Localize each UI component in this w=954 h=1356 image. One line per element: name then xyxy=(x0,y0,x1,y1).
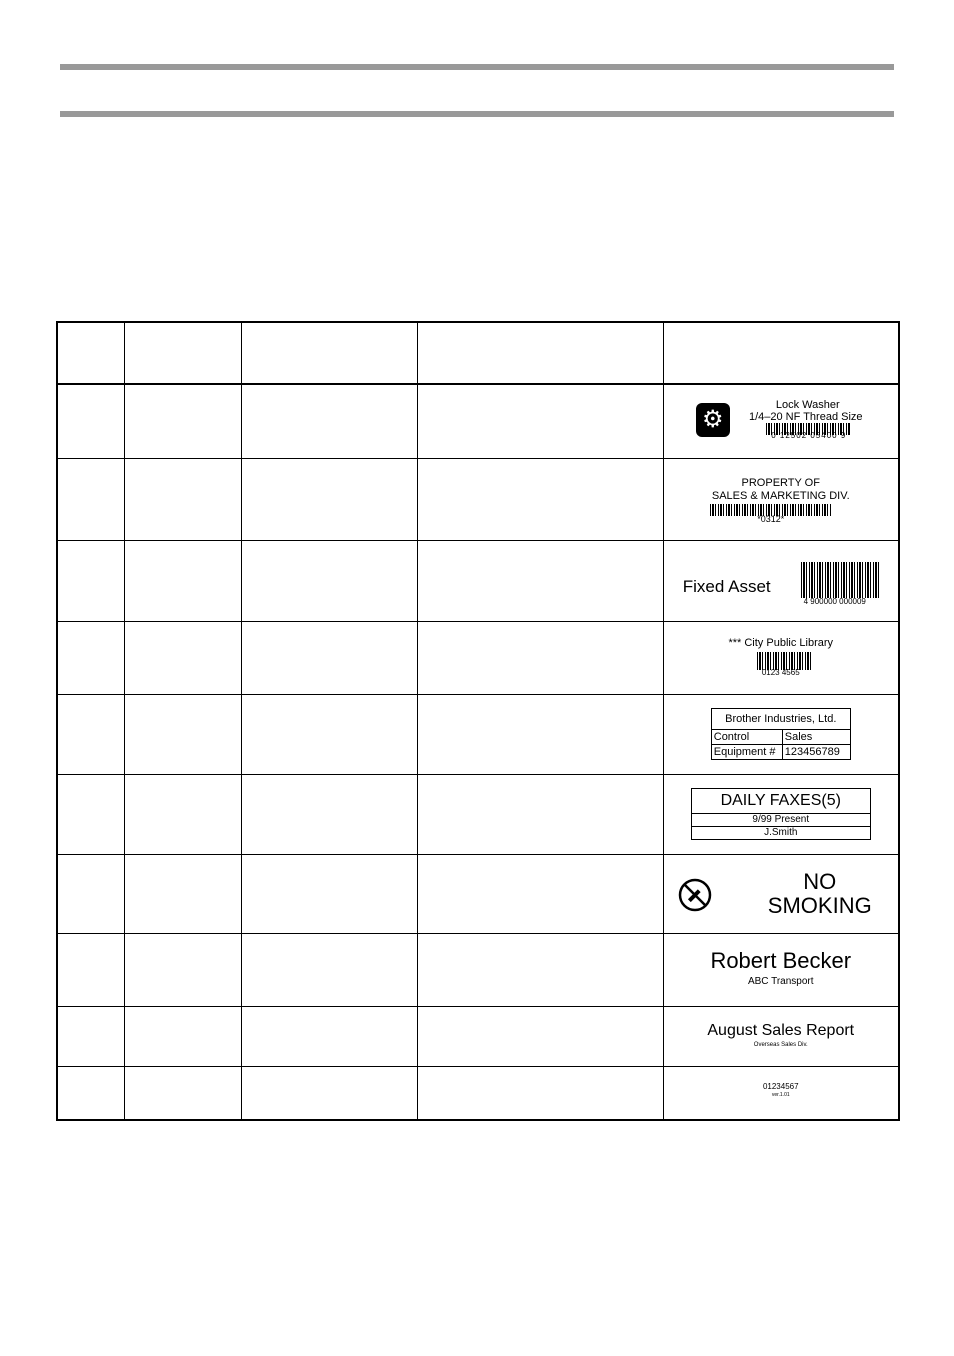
sample-cell xyxy=(663,540,899,621)
sample-cell xyxy=(663,933,899,1006)
label-line: SMOKING xyxy=(767,892,872,918)
barcode-text: 4 900000 000009 xyxy=(803,596,866,606)
report-label xyxy=(696,1021,866,1051)
sample-cell xyxy=(663,384,899,458)
header-cell xyxy=(241,322,417,384)
barcode-text: *0312* xyxy=(757,514,785,524)
header-cell xyxy=(124,322,241,384)
sample-cell xyxy=(663,774,899,854)
lock-washer-label xyxy=(696,395,866,447)
label-title: *** City Public Library xyxy=(728,636,834,649)
barcode-text: 0 12502 05400 9 xyxy=(771,431,847,441)
property-label xyxy=(706,471,856,527)
label-line: SALES & MARKETING DIV. xyxy=(711,490,850,502)
table-row xyxy=(57,458,899,540)
table-header-row xyxy=(57,322,899,384)
table-row xyxy=(57,694,899,774)
label-header: Brother Industries, Ltd. xyxy=(712,709,850,730)
table-row xyxy=(57,1006,899,1066)
library-label xyxy=(721,633,841,683)
sample-cell xyxy=(663,854,899,933)
table-row xyxy=(57,540,899,621)
label-key: Equipment # xyxy=(712,745,783,759)
label-layout-table xyxy=(56,321,900,1121)
no-smoking-label xyxy=(678,870,884,918)
label-key: Control xyxy=(712,730,783,744)
header-cell xyxy=(57,322,124,384)
label-subtitle: 1/4–20 NF Thread Size xyxy=(748,411,863,424)
fixed-asset-label xyxy=(683,551,879,611)
table-row xyxy=(57,854,899,933)
barcode-text: 0123 4565 xyxy=(761,667,800,677)
header-rule-top xyxy=(60,64,894,70)
label-title: August Sales Report xyxy=(707,1022,855,1039)
label-company: ABC Transport xyxy=(747,975,814,987)
sample-cell xyxy=(663,621,899,694)
table-row xyxy=(57,933,899,1006)
label-line: 9/99 Present xyxy=(692,814,870,827)
name-badge-label xyxy=(696,947,866,993)
label-number: 01234567 xyxy=(762,1081,799,1091)
header-cell xyxy=(417,322,663,384)
label-name: Robert Becker xyxy=(710,947,852,973)
label-value: 123456789 xyxy=(784,746,840,758)
label-text xyxy=(756,870,884,918)
label-title: Fixed Asset xyxy=(682,576,771,596)
no-smoking-icon xyxy=(678,878,712,912)
label-value: Sales xyxy=(784,731,813,743)
label-version: ver.1.01 xyxy=(771,1091,790,1098)
daily-faxes-label xyxy=(691,788,871,840)
sample-cell xyxy=(663,694,899,774)
equipment-table-label xyxy=(711,708,851,760)
label-subtitle: Overseas Sales Div. xyxy=(753,1042,808,1048)
table-row xyxy=(57,774,899,854)
gear-icon: ⚙ xyxy=(696,403,730,437)
table-row xyxy=(57,621,899,694)
label-line: NO xyxy=(803,868,837,894)
label-line: J.Smith xyxy=(764,827,798,838)
label-line: PROPERTY OF xyxy=(741,477,820,489)
header-cell xyxy=(663,322,899,384)
table-row xyxy=(57,384,899,458)
version-label xyxy=(741,1082,821,1104)
sample-cell xyxy=(663,1066,899,1120)
label-title: DAILY FAXES(5) xyxy=(692,789,870,814)
label-title: Lock Washer xyxy=(775,399,840,412)
sample-cell xyxy=(663,458,899,540)
barcode xyxy=(801,562,879,598)
table-row xyxy=(57,1066,899,1120)
header-rule-bottom xyxy=(60,111,894,117)
sample-cell xyxy=(663,1006,899,1066)
